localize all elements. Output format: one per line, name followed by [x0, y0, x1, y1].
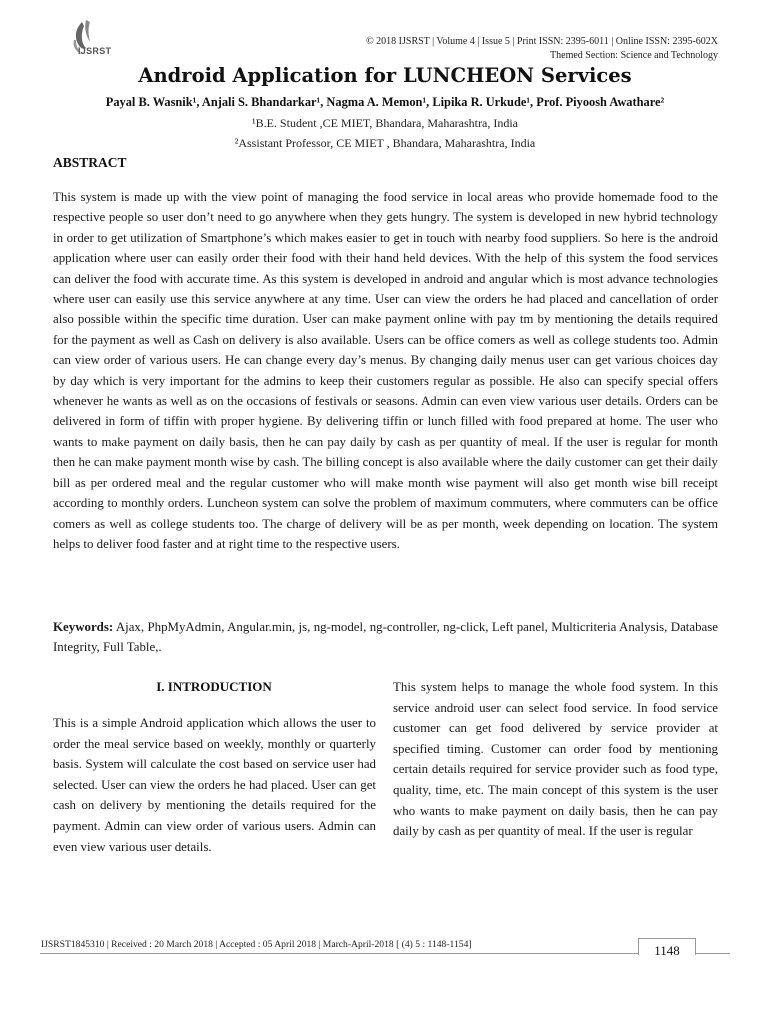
keywords-list: Ajax, PhpMyAdmin, Angular.min, js, ng-model, ng-controller, ng-click, Left panel, Multicriteria Analysis, Database Integrity, Full Table,.: [53, 620, 718, 655]
page-number: 1148: [638, 938, 696, 955]
footer-citation: IJSRST1845310 | Received : 20 March 2018 | Accepted : 05 April 2018 | March-April-2018 [ (4) 5 : 1148-1154]: [41, 939, 472, 950]
keywords-label: Keywords:: [53, 620, 114, 634]
abstract-heading: ABSTRACT: [53, 155, 127, 170]
abstract-text: This system is made up with the view point of managing the food service in local areas who provide homemade food to the respective people so user don’t need to go anywhere when they gets hungry. The system is developed in new hybrid technology in order to get utilization of Smartphone’s which makes easier to get in touch with nearby food suppliers. So here is the android application where user can easily order their food with their hand held devices. With the help of this system the food services can deliver the food with accurate time. As this system is developed in android and angular which is most advance technologies where user can easily use this service anywhere at any time. User can view the orders he had placed and cancellation of order also possible within the specific time duration. User can make payment online with pay tm by mentioning the details required for the payment as well as Cash on delivery is also available. Users can be office comers as well as college students too. Admin can view order of various users. He can change every day’s menus. By changing daily menus user can get various choices day by day which is very important for the admins to keep their customers regular as possible. He also can specify special offers whenever he wants as well as on the occasions of festivals or seasons. Admin can even view various user details. Orders can be delivered in form of tiffin with proper hygiene. By delivering tiffin or lunch filled with food prepared at home. The user who wants to make payment on daily basis, then he can pay daily by cash as per quantity of meal. If the user is regular for month then he can make payment month wise by cash. The billing concept is also available where the daily customer can get their daily bill as per ordered meal and the regular customer who will make month wise payment will also get month wise bill receipt according to monthly orders. Luncheon system can solve the problem of maximum commuters, where commuters can be office comers as well as college students too. The charge of delivery will be as per month, week depending on location. The system helps to deliver food faster and at right time to the respective users.: [53, 190, 718, 551]
footer-divider: [40, 953, 730, 954]
intro-left-column: This is a simple Android application which allows the user to order the meal service based on weekly, monthly or quarterly basis. System will calculate the cost based on service user had selected. User can view the orders he had placed. User can get cash on delivery by mentioning the details required for the payment. Admin can view order of various users. Admin can even view various user details.: [53, 716, 376, 854]
affiliation-1: ¹B.E. Student ,CE MIET, Bhandara, Maharashtra, India: [252, 116, 518, 130]
affiliation-2: ²Assistant Professor, CE MIET , Bhandara, Maharashtra, India: [234, 136, 536, 150]
themed-section: Themed Section: Science and Technology: [550, 50, 718, 61]
paper-authors: Payal B. Wasnik¹, Anjali S. Bhandarkar¹, Nagma A. Memon¹, Lipika R. Urkude¹, Prof. Piyoosh Awathare²: [105, 95, 665, 109]
journal-info: © 2018 IJSRST | Volume 4 | Issue 5 | Print ISSN: 2395-6011 | Online ISSN: 2395-602X: [366, 36, 718, 47]
section-heading-introduction: I. INTRODUCTION: [156, 679, 272, 694]
keywords: [53, 617, 718, 658]
paper-title: Android Application for LUNCHEON Services: [138, 64, 632, 87]
journal-logo-text: IJSRST: [78, 46, 112, 56]
intro-right-column: This system helps to manage the whole food system. In this service android user can select food service. In food service customer can get food delivered by service provider at specified timing. Customer can order food by mentioning certain details required for service provider such as food type, quality, time, etc. The main concept of this system is the user who wants to make payment on daily basis, then he can pay daily by cash as per quantity of meal. If the user is regular: [393, 680, 718, 839]
